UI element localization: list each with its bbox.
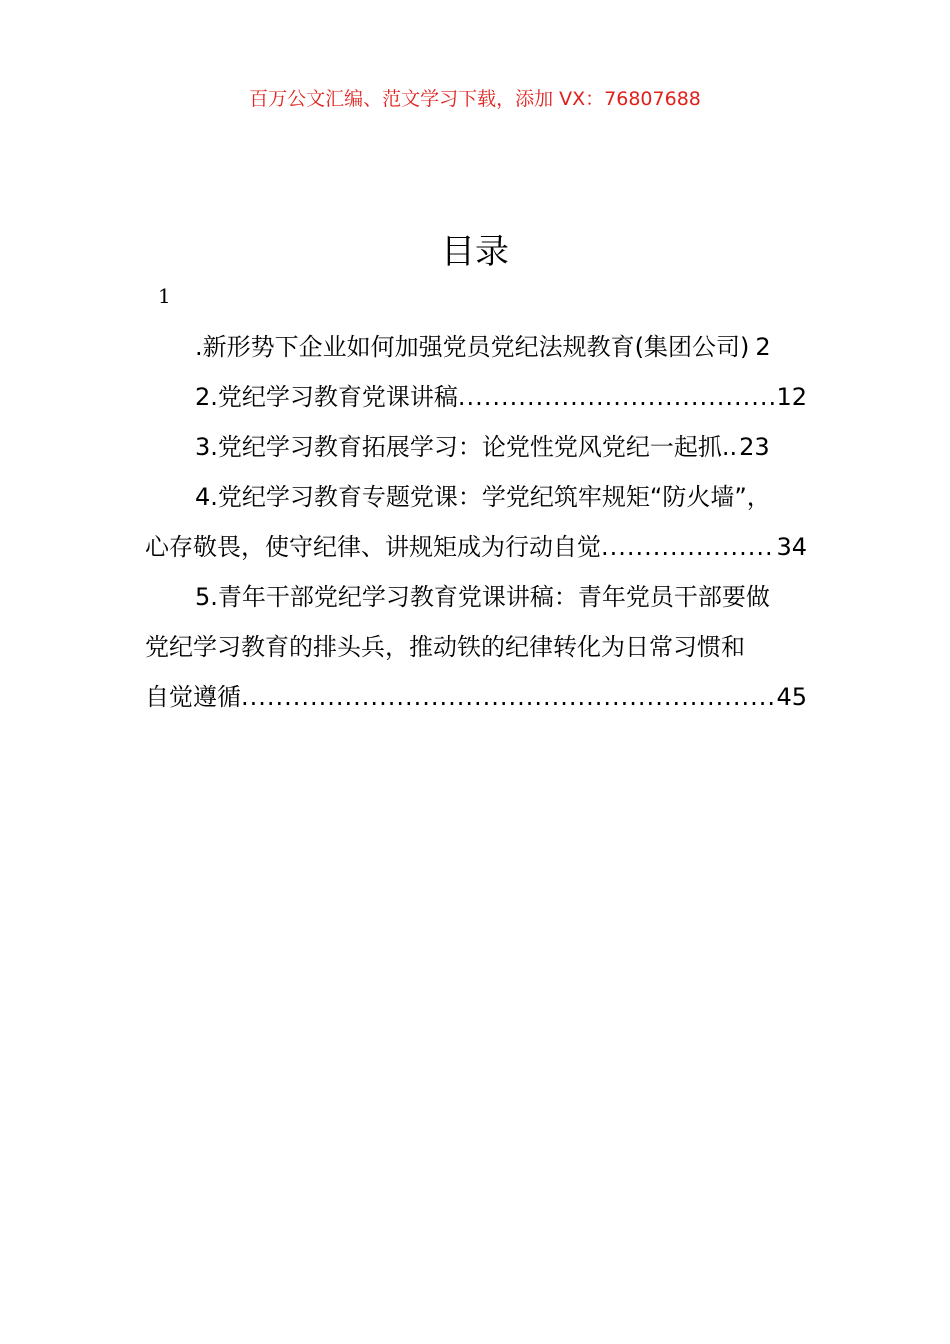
toc-entry-5-line-1: 5.青年干部党纪学习教育党课讲稿：青年党员干部要做	[195, 583, 770, 611]
toc-entry-2-text: 2.党纪学习教育党课讲稿	[195, 383, 458, 411]
toc-entry-1-page: 2	[755, 333, 771, 361]
header-note: 百万公文汇编、范文学习下载，添加 VX：76807688	[249, 88, 701, 110]
toc-entry-5-page: 45	[776, 683, 807, 711]
toc-entry-1[interactable]	[145, 322, 807, 372]
toc-entry-4[interactable]	[145, 472, 807, 572]
toc-entry-2[interactable]	[145, 372, 807, 422]
toc-entry-2-page: 12	[776, 383, 807, 411]
toc-entry-4-leader	[601, 522, 774, 572]
toc-entry-4-line-1: 4.党纪学习教育专题党课：学党纪筑牢规矩“防火墙”，	[195, 483, 771, 511]
toc-title: 目录	[441, 232, 509, 272]
toc-entry-2-leader	[458, 372, 775, 422]
toc-entry-5[interactable]	[145, 572, 807, 722]
toc-entry-5-leader	[241, 672, 774, 722]
toc-entry-5-line-3: 自觉遵循	[145, 683, 241, 711]
toc-entry-3-text: 3.党纪学习教育拓展学习：论党性党风党纪一起抓..	[195, 433, 738, 461]
toc-entry-1-text: .新形势下企业如何加强党员党纪法规教育(集团公司)	[195, 333, 750, 361]
toc-entry-3[interactable]	[145, 422, 807, 472]
table-of-contents	[145, 322, 807, 722]
toc-entry-4-page: 34	[776, 533, 807, 561]
stray-number: 1	[158, 284, 171, 308]
toc-entry-3-page: 23	[739, 433, 770, 461]
toc-entry-4-line-2: 心存敬畏，使守纪律、讲规矩成为行动自觉	[145, 533, 601, 561]
toc-entry-5-line-2: 党纪学习教育的排头兵，推动铁的纪律转化为日常习惯和	[145, 633, 745, 661]
